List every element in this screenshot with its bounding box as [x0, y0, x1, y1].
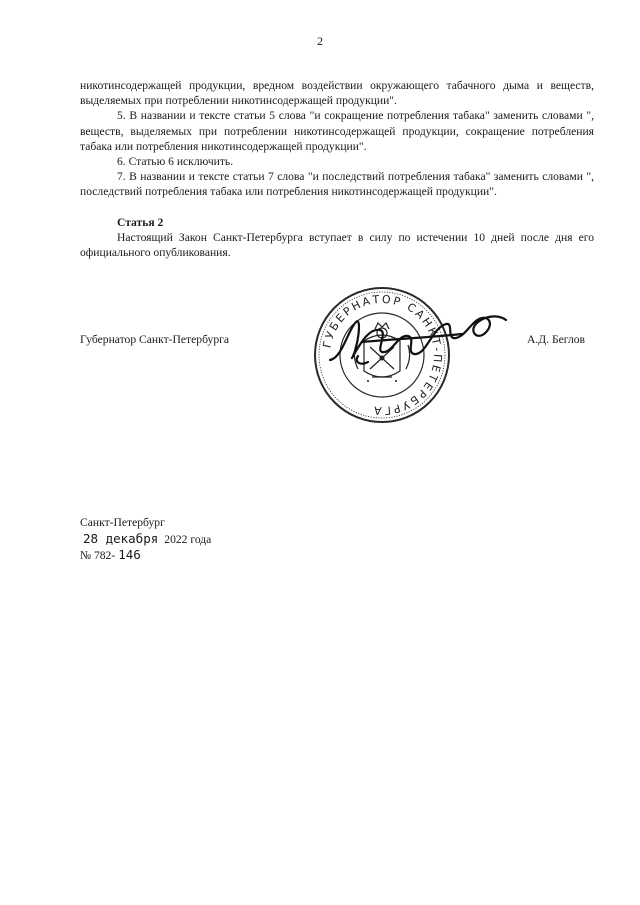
- footer-number-prefix: № 782-: [80, 549, 116, 562]
- paragraph-continuation: никотинсодержащей продукции, вредном воздействии окружающего табачного дыма и веществ, выделяемых при потреблении никотинсодержащей продукции".: [80, 79, 594, 108]
- paragraph-item-5: 5. В названии и тексте статьи 5 слова "и сокращение потребления табака" заменить словами ", веществ, выделяемых при потреблении никотинсодержащей продукции, сокращение потребления табака или потребления никотинсодержащей продукции".: [80, 109, 594, 153]
- footer-number-value: 146: [118, 547, 141, 562]
- seal-text: ГУБЕРНАТОР САНКТ-ПЕТЕРБУРГА: [320, 292, 445, 418]
- governor-name: А.Д. Беглов: [527, 333, 586, 346]
- footer-number: [80, 547, 211, 564]
- footer-city: Санкт-Петербург: [80, 516, 165, 529]
- document-body: [80, 78, 594, 260]
- governor-title: Губернатор Санкт-Петербурга: [80, 333, 230, 346]
- article-2-text: Настоящий Закон Санкт-Петербурга вступает в силу по истечении 10 дней после дня его официального опубликования.: [80, 230, 594, 260]
- footer-date: [80, 531, 211, 548]
- page-number: 2: [317, 34, 323, 48]
- paragraph-item-6: 6. Статью 6 исключить.: [117, 155, 234, 169]
- signature-icon: [322, 300, 512, 375]
- paragraph-item-7: 7. В названии и тексте статьи 7 слова "и последствий потребления табака" заменить словами ", последствий потребления табака или потребления никотинсодержащей продукции".: [80, 170, 594, 199]
- article-2-heading: Статья 2: [117, 215, 164, 229]
- footer-date-year: 2022 года: [164, 532, 212, 546]
- document-footer: [80, 515, 211, 564]
- footer-date-day-month: 28 декабря: [83, 530, 159, 546]
